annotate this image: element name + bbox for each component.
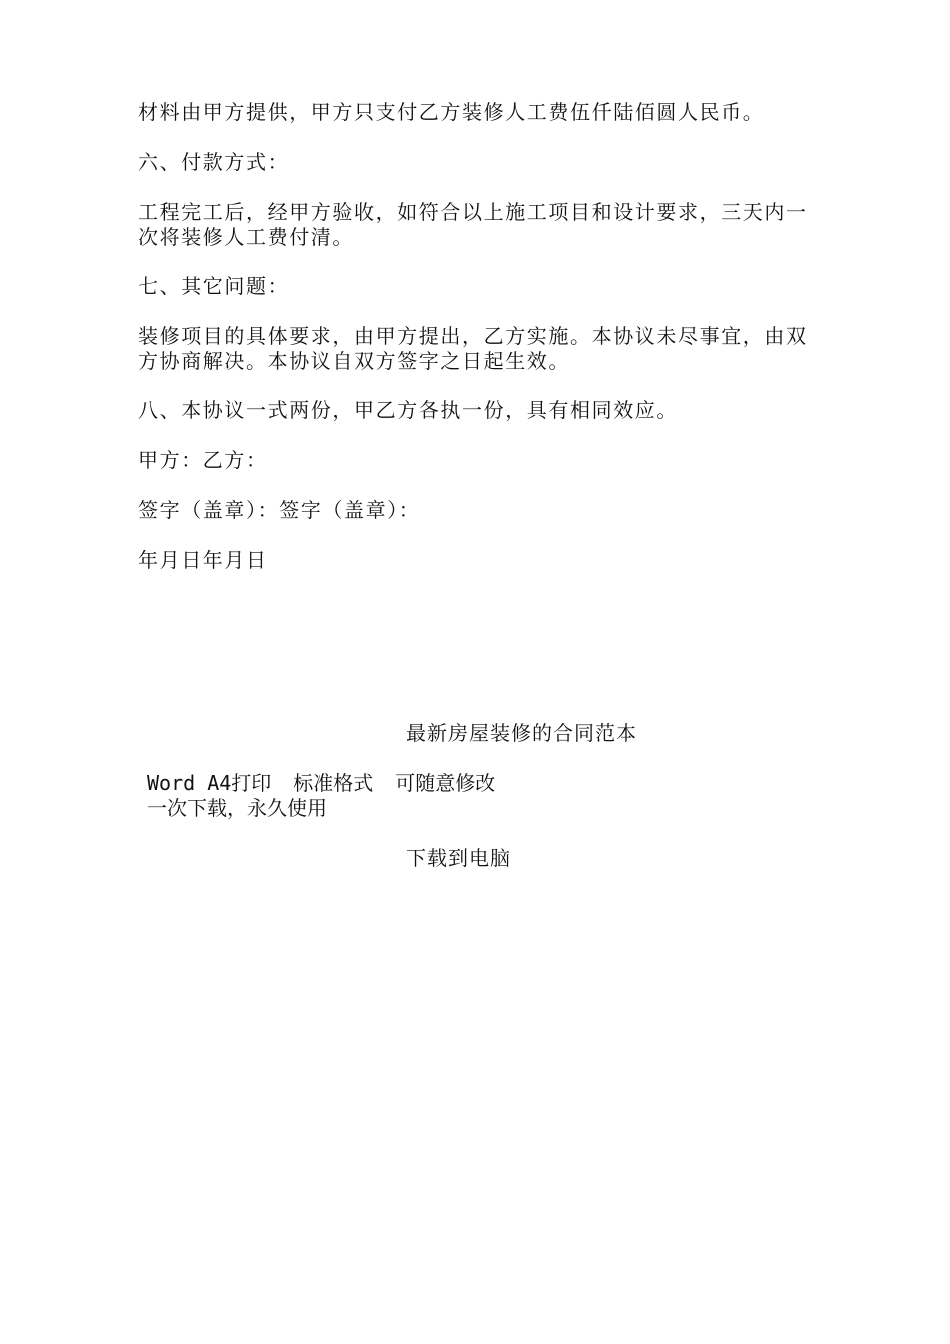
paragraph-other-issues: 装修项目的具体要求，由甲方提出，乙方实施。本协议未尽事宜，由双方协商解决。本协议自双方签字之日起生效。: [138, 324, 808, 373]
section-copies-clause: 八、本协议一式两份，甲乙方各执一份，具有相同效应。: [138, 398, 678, 422]
paragraph-payment-terms: 工程完工后，经甲方验收，如符合以上施工项目和设计要求，三天内一次将装修人工费付清。: [138, 200, 808, 249]
section-heading-payment: 六、付款方式：: [138, 150, 290, 174]
paragraph-materials: 材料由甲方提供，甲方只支付乙方装修人工费伍仟陆佰圆人民币。: [138, 100, 765, 124]
feature-editable: 可随意修改: [395, 771, 496, 795]
promo-features: [147, 771, 495, 796]
feature-standard-format: 标准格式: [293, 771, 374, 795]
feature-word-a4: Word A4打印: [147, 771, 272, 795]
promo-title: 最新房屋装修的合同范本: [406, 721, 637, 745]
parties-line: 甲方：乙方：: [138, 448, 268, 472]
promo-usage: 一次下载，永久使用: [147, 796, 327, 820]
download-link[interactable]: 下载到电脑: [406, 846, 511, 870]
date-line: 年月日年月日: [138, 548, 268, 572]
signature-line: 签字（盖章）：签字（盖章）：: [138, 498, 421, 522]
section-heading-other-issues: 七、其它问题：: [138, 274, 290, 298]
